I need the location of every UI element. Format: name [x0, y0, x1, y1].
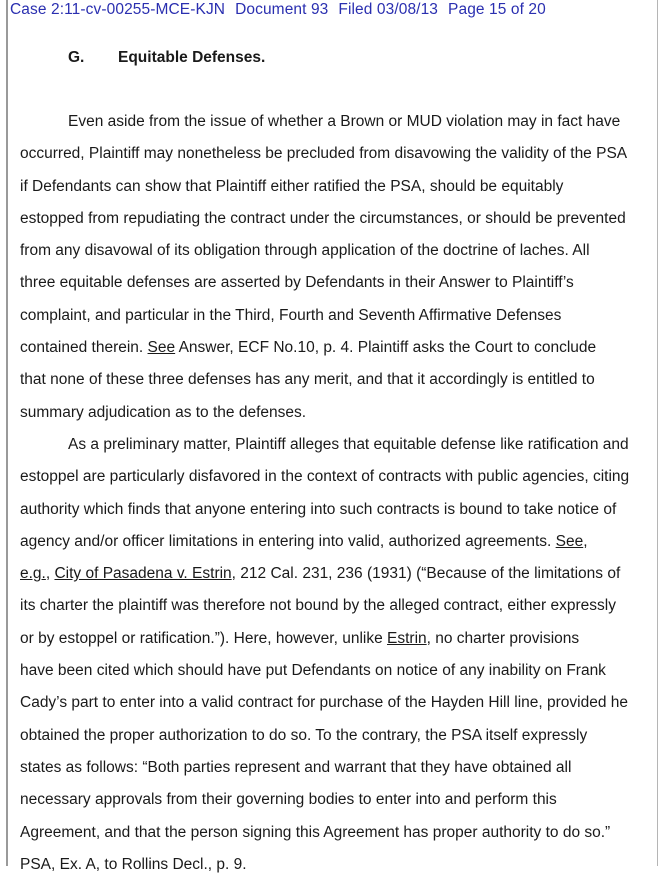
text-segment: agency and/or officer limitations in entering into valid, authorized agreements. [20, 532, 556, 550]
text-line: occurred, Plaintiff may nonetheless be precluded from disavowing the validity of the PSA [20, 145, 628, 163]
text-line: from any disavowal of its obligation through application of the doctrine of laches. All [20, 242, 590, 260]
case-number: Case 2:11-cv-00255-MCE-KJN [10, 1, 226, 18]
text-line: estoppel are particularly disfavored in the context of contracts with public agencies, citing [20, 468, 630, 486]
text-segment: , no charter provisions [426, 629, 580, 647]
section-heading [68, 49, 265, 67]
body-text [20, 106, 656, 881]
text-line: necessary approvals from their governing bodies to enter into and perform this [20, 791, 557, 809]
document-number: Document 93 [235, 1, 329, 18]
left-margin-rule [6, 0, 8, 866]
right-margin-rule [657, 0, 658, 866]
section-title: Equitable Defenses. [118, 49, 266, 66]
text-line [20, 526, 656, 558]
text-line: Even aside from the issue of whether a Brown or MUD violation may in fact have [68, 113, 621, 130]
text-line: have been cited which should have put Defendants on notice of any inability on Frank [20, 662, 606, 680]
citation-signal: See [555, 532, 584, 550]
text-line: states as follows: “Both parties represent and warrant that they have obtained all [20, 758, 572, 776]
citation-signal: See [147, 339, 176, 357]
text-line: authority which finds that anyone entering into such contracts is bound to take notice of [20, 500, 617, 518]
text-line: if Defendants can show that Plaintiff either ratified the PSA, should be equitably [20, 177, 564, 195]
page-indicator: Page 15 of 20 [448, 1, 546, 18]
text-line: PSA, Ex. A, to Rollins Decl., p. 9. [20, 855, 247, 873]
text-line: As a preliminary matter, Plaintiff alleges that equitable defense like ratification and [68, 435, 629, 453]
text-line: Cady’s part to enter into a valid contract for purchase of the Hayden Hill line, provided he [20, 694, 628, 712]
text-segment: , [45, 565, 55, 583]
text-segment: , 212 Cal. 231, 236 (1931) (“Because of the limitations of [231, 565, 621, 583]
text-line [20, 623, 656, 655]
text-line: complaint, and particular in the Third, Fourth and Seventh Affirmative Defenses [20, 306, 562, 324]
text-line: estopped from repudiating the contract under the circumstances, or should be prevented [20, 209, 626, 227]
section-number: G. [68, 49, 85, 66]
case-name: Estrin [387, 629, 427, 647]
text-segment: , [583, 532, 588, 550]
text-line: Agreement, and that the person signing this Agreement has proper authority to do so.” [20, 823, 611, 841]
case-name: City of Pasadena v. Estrin [54, 565, 232, 583]
text-line: its charter the plaintiff was therefore not bound by the alleged contract, either expressly [20, 597, 616, 615]
text-segment: contained therein. [20, 339, 148, 357]
citation-signal: e.g. [20, 565, 46, 583]
case-header [10, 1, 556, 19]
text-line: obtained the proper authorization to do so. To the contrary, the PSA itself expressly [20, 726, 588, 744]
text-line: that none of these three defenses has any merit, and that it accordingly is entitled to [20, 371, 595, 389]
text-line: summary adjudication as to the defenses. [20, 403, 307, 421]
text-line [20, 332, 656, 364]
text-line: three equitable defenses are asserted by Defendants in their Answer to Plaintiff’s [20, 274, 574, 292]
text-segment: or by estoppel or ratification.”). Here, however, unlike [20, 629, 388, 647]
filed-date: Filed 03/08/13 [338, 1, 439, 18]
text-line [20, 558, 656, 590]
text-segment: Answer, ECF No.10, p. 4. Plaintiff asks the Court to conclude [175, 339, 597, 357]
